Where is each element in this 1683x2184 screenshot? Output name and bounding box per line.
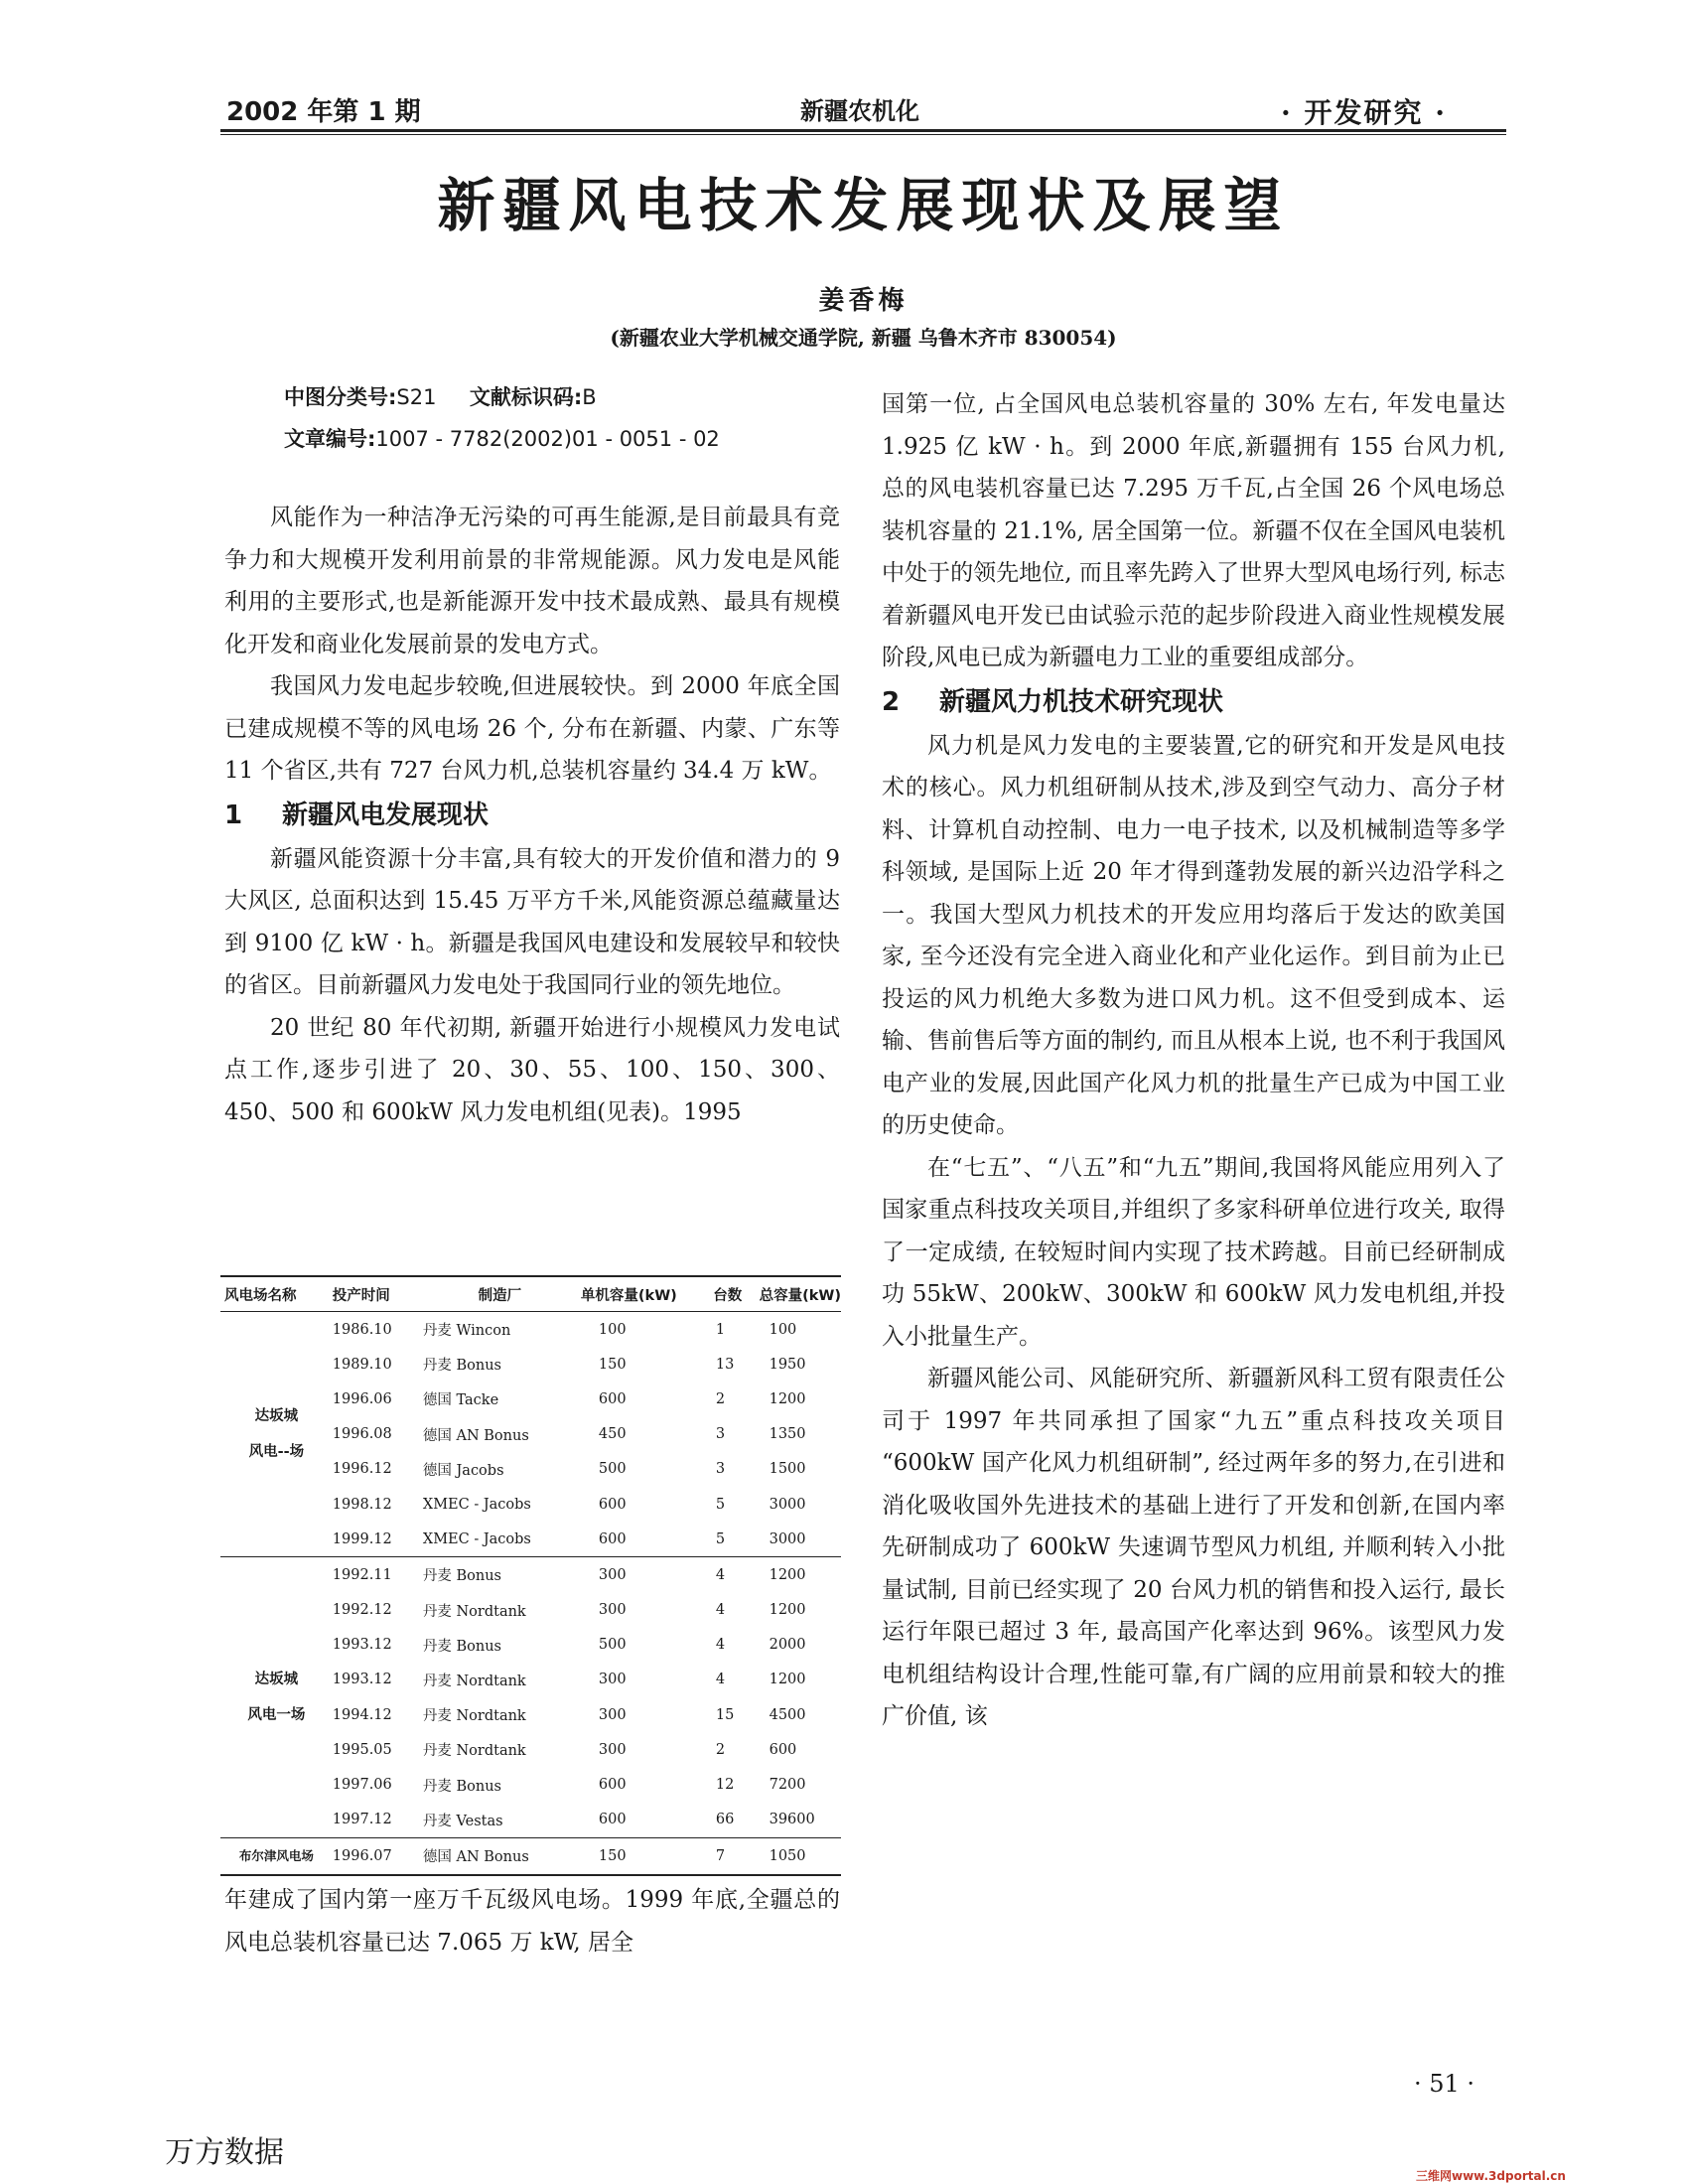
- table-cell: 3000: [769, 1530, 806, 1547]
- right-column: [882, 383, 1505, 1738]
- paragraph: 在“七五”、“八五”和“九五”期间,我国将风能应用列入了国家重点科技攻关项目,并组织了多家科研单位进行攻关, 取得了一定成绩, 在较短时间内实现了技术跨越。目前已经研制成功 55kW、200kW、300kW 和 600kW 风力发电机组,并投入小批量生产。: [882, 1154, 1505, 1350]
- site-name: 风电一场: [247, 1706, 306, 1724]
- table-cell: 66: [715, 1812, 735, 1828]
- wind-farm-table: [220, 1275, 841, 1876]
- table-cell: 1995.05: [332, 1741, 392, 1758]
- paragraph: 国第一位, 占全国风电总装机容量的 30% 左右, 年发电量达 1.925 亿 kW · h。到 2000 年底,新疆拥有 155 台风力机, 总的风电装机容量已达 7.295 万千瓦,占全国 26 个风电场总装机容量的 21.1%, 居全国第一位。新疆不仅在全国风电装机中处于的领先地位, 而且率先跨入了世界大型风电场行列, 标志着新疆风电开发已由试验示范的起步阶段进入商业性规模发展阶段,风电已成为新疆电力工业的重要组成部分。: [882, 391, 1505, 670]
- table-header-row: [220, 1276, 841, 1312]
- table-cell: 300: [598, 1602, 627, 1619]
- table-cell: 4: [715, 1672, 726, 1688]
- table-cell: 德国 AN Bonus: [422, 1427, 529, 1444]
- table-cell: 1: [715, 1321, 726, 1338]
- table-cell: 丹麦 Vestas: [422, 1813, 503, 1829]
- table-header: 投产时间: [329, 1276, 419, 1312]
- table-cell: 德国 AN Bonus: [419, 1837, 577, 1875]
- table-cell: 500: [598, 1637, 627, 1654]
- site-name: 布尔津风电场: [238, 1847, 314, 1863]
- section-heading-2: [882, 679, 1505, 725]
- clc-value: S21: [396, 385, 437, 409]
- table-cell: 丹麦 Nordtank: [422, 1743, 526, 1760]
- table-cell: 1994.12: [332, 1706, 392, 1723]
- table-cell: 德国 Tacke: [422, 1392, 499, 1409]
- table-cell: 15: [715, 1706, 735, 1723]
- site-name: 达坂城: [254, 1671, 299, 1688]
- table-cell: 100: [598, 1321, 627, 1338]
- table-row: [220, 1837, 841, 1875]
- table-cell: 600: [598, 1390, 627, 1407]
- header-rule-thin: [220, 134, 1506, 135]
- table-cell: 丹麦 Bonus: [419, 1557, 577, 1593]
- doc-code-label: 文献标识码:: [469, 385, 583, 409]
- table-cell: 300: [598, 1672, 627, 1688]
- table-cell: 39600: [769, 1812, 815, 1828]
- clc-label: 中图分类号:: [284, 385, 397, 409]
- table-cell: XMEC - Jacobs: [422, 1496, 531, 1513]
- table-cell: 1200: [769, 1672, 806, 1688]
- table-cell: 4500: [769, 1706, 806, 1723]
- table-cell: 丹麦 Wincon: [422, 1323, 511, 1340]
- left-column-bottom: [224, 1879, 840, 1964]
- site-name-cell: [220, 1837, 329, 1875]
- table-cell: 1996.12: [332, 1461, 392, 1478]
- table-header: 风电场名称: [220, 1276, 329, 1312]
- table-cell: 1989.10: [332, 1356, 392, 1373]
- doc-code-value: B: [582, 385, 597, 409]
- table-cell: 1992.12: [332, 1602, 392, 1619]
- table-header: 单机容量(kW): [577, 1276, 696, 1312]
- article-author: 姜香梅: [818, 286, 909, 316]
- article-affiliation: (新疆农业大学机械交通学院, 新疆 乌鲁木齐市 830054): [610, 326, 1117, 350]
- header-journal: 新疆农机化: [800, 96, 919, 125]
- table-cell: 7200: [769, 1777, 806, 1794]
- classification-line: [284, 381, 597, 411]
- table-cell: 2000: [769, 1637, 806, 1654]
- table-cell: 1997.12: [332, 1812, 392, 1828]
- section-title: 新疆风电发展现状: [282, 800, 490, 830]
- table-cell: 600: [598, 1530, 627, 1547]
- table-cell: 2: [715, 1741, 726, 1758]
- table-cell: 3000: [769, 1496, 806, 1513]
- watermark-3dportal: 三维网www.3dportal.cn: [1416, 2169, 1566, 2183]
- article-number-value: 1007 - 7782(2002)01 - 0051 - 02: [375, 427, 720, 451]
- section-number: 1: [224, 800, 243, 830]
- table-cell: 150: [598, 1356, 627, 1373]
- table-cell: 丹麦 Bonus: [422, 1778, 501, 1795]
- table-cell: 1996.07: [329, 1837, 419, 1875]
- table-cell: 4: [696, 1557, 756, 1593]
- table-cell: 100: [769, 1321, 797, 1338]
- header-rule: [220, 129, 1506, 132]
- table-cell: 1999.12: [332, 1530, 392, 1547]
- table-cell: 2: [715, 1390, 726, 1407]
- table-cell: 1200: [769, 1390, 806, 1407]
- table-cell: 1200: [756, 1557, 841, 1593]
- article-number-line: [284, 423, 720, 453]
- table-header: 总容量(kW): [756, 1276, 841, 1312]
- table-cell: 1996.08: [332, 1426, 392, 1443]
- table-row: [220, 1557, 841, 1593]
- table-cell: 1996.06: [332, 1390, 392, 1407]
- table-cell: 300: [577, 1557, 696, 1593]
- table-header: 制造厂: [419, 1276, 577, 1312]
- table-cell: 1993.12: [332, 1637, 392, 1654]
- paragraph: 新疆风能资源十分丰富,具有较大的开发价值和潜力的 9 大风区, 总面积达到 15.45 万平方千米,风能资源总蕴藏量达到 9100 亿 kW · h。新疆是我国风电建设和发展较早和较快的省区。目前新疆风力发电处于我国同行业的领先地位。: [224, 845, 840, 998]
- table-cell: 丹麦 Nordtank: [422, 1708, 526, 1725]
- table-cell: 1992.11: [329, 1557, 419, 1593]
- table-cell: 1200: [769, 1602, 806, 1619]
- table-row: [220, 1312, 841, 1348]
- paragraph: 我国风力发电起步较晚,但进展较快。到 2000 年底全国已建成规模不等的风电场 26 个, 分布在新疆、内蒙、广东等 11 个省区,共有 727 台风力机,总装机容量约 34.4 万 kW。: [224, 673, 840, 784]
- table-cell: 德国 Jacobs: [422, 1462, 504, 1479]
- table-cell: 1998.12: [332, 1496, 392, 1513]
- table-cell: 1997.06: [332, 1777, 392, 1794]
- table-cell: 丹麦 Nordtank: [422, 1603, 526, 1620]
- table-cell: 4: [715, 1602, 726, 1619]
- table-cell: 7: [696, 1837, 756, 1875]
- table-cell: 1350: [769, 1426, 806, 1443]
- table-cell: 600: [598, 1496, 627, 1513]
- site-name-cell: [220, 1312, 329, 1557]
- watermark-wanfang: 万方数据: [165, 2135, 284, 2170]
- site-name: 风电--场: [248, 1443, 305, 1461]
- table-cell: 5: [715, 1496, 726, 1513]
- header-issue: 2002 年第 1 期: [226, 97, 421, 127]
- header-section: · 开发研究 ·: [1281, 96, 1447, 129]
- paragraph: 风力机是风力发电的主要装置,它的研究和开发是风电技术的核心。风力机组研制从技术,涉及到空气动力、高分子材料、计算机自动控制、电力一电子技术, 以及机械制造等多学科领域, 是国际上近 20 年才得到蓬勃发展的新兴边沿学科之一。我国大型风力机技术的开发应用均落后于发达的欧美国家, 至今还没有完全进入商业化和产业化运作。到目前为止已投运的风力机绝大多数为进口风力机。这不但受到成本、运输、售前售后等方面的制约, 而且从根本上说, 也不利于我国风电产业的发展,因此国产化风力机的批量生产已成为中国工业的历史使命。: [882, 732, 1505, 1138]
- table-cell: 丹麦 Bonus: [422, 1638, 501, 1655]
- table-header: 台数: [696, 1276, 756, 1312]
- table-cell: 600: [598, 1777, 627, 1794]
- table-cell: 13: [715, 1356, 735, 1373]
- paragraph: 年建成了国内第一座万千瓦级风电场。1999 年底,全疆总的风电总装机容量已达 7.065 万 kW, 居全: [224, 1887, 840, 1956]
- paragraph: 新疆风能公司、风能研究所、新疆新风科工贸有限责任公司于 1997 年共同承担了国家“九五”重点科技攻关项目 “600kW 国产化风力机组研制”, 经过两年多的努力,在引进和消化吸收国外先进技术的基础上进行了开发和创新,在国内率先研制成功了 600kW 失速调节型风力机组, 并顺利转入小批量试制, 目前已经实现了 20 台风力机的销售和投入运行, 最长运行年限已超过 3 年, 最高国产化率达到 96%。该型风力发电机组结构设计合理,性能可靠,有广阔的应用前景和较大的推广价值, 该: [882, 1366, 1505, 1729]
- table-cell: 450: [598, 1426, 627, 1443]
- section-heading-1: [224, 793, 840, 838]
- table-cell: 600: [769, 1741, 797, 1758]
- table-cell: 500: [598, 1461, 627, 1478]
- left-column-top: [224, 497, 840, 1133]
- table-cell: 丹麦 Bonus: [422, 1358, 501, 1375]
- paragraph: 风能作为一种洁净无污染的可再生能源,是目前最具有竞争力和大规模开发利用前景的非常规能源。风力发电是风能利用的主要形式,也是新能源开发中技术最成熟、最具有规模化开发和商业化发展前景的发电方式。: [224, 505, 840, 657]
- table-cell: 丹麦 Nordtank: [422, 1673, 526, 1689]
- table-cell: 3: [715, 1461, 726, 1478]
- table-cell: 4: [715, 1637, 726, 1654]
- table-cell: 150: [577, 1837, 696, 1875]
- section-number: 2: [882, 686, 901, 717]
- table-cell: 1993.12: [332, 1672, 392, 1688]
- site-name-cell: [220, 1557, 329, 1838]
- table-cell: 1950: [769, 1356, 806, 1373]
- page-number: · 51 ·: [1414, 2070, 1475, 2098]
- table-cell: 3: [715, 1426, 726, 1443]
- section-title: 新疆风力机技术研究现状: [939, 686, 1224, 717]
- table-cell: 12: [715, 1777, 735, 1794]
- table-cell: 5: [715, 1530, 726, 1547]
- table-cell: 600: [598, 1812, 627, 1828]
- table-cell: XMEC - Jacobs: [422, 1530, 531, 1547]
- table-cell: 1986.10: [332, 1321, 392, 1338]
- table-cell: 300: [598, 1741, 627, 1758]
- table-cell: 1050: [756, 1837, 841, 1875]
- article-number-label: 文章编号:: [284, 427, 376, 451]
- table-cell: 300: [598, 1706, 627, 1723]
- table-cell: 1500: [769, 1461, 806, 1478]
- site-name: 达坂城: [254, 1407, 299, 1425]
- paragraph: 20 世纪 80 年代初期, 新疆开始进行小规模风力发电试点工作,逐步引进了 20、30、55、100、150、300、450、500 和 600kW 风力发电机组(见表)。1995: [224, 1014, 840, 1125]
- article-title: 新疆风电技术发展现状及展望: [437, 172, 1290, 239]
